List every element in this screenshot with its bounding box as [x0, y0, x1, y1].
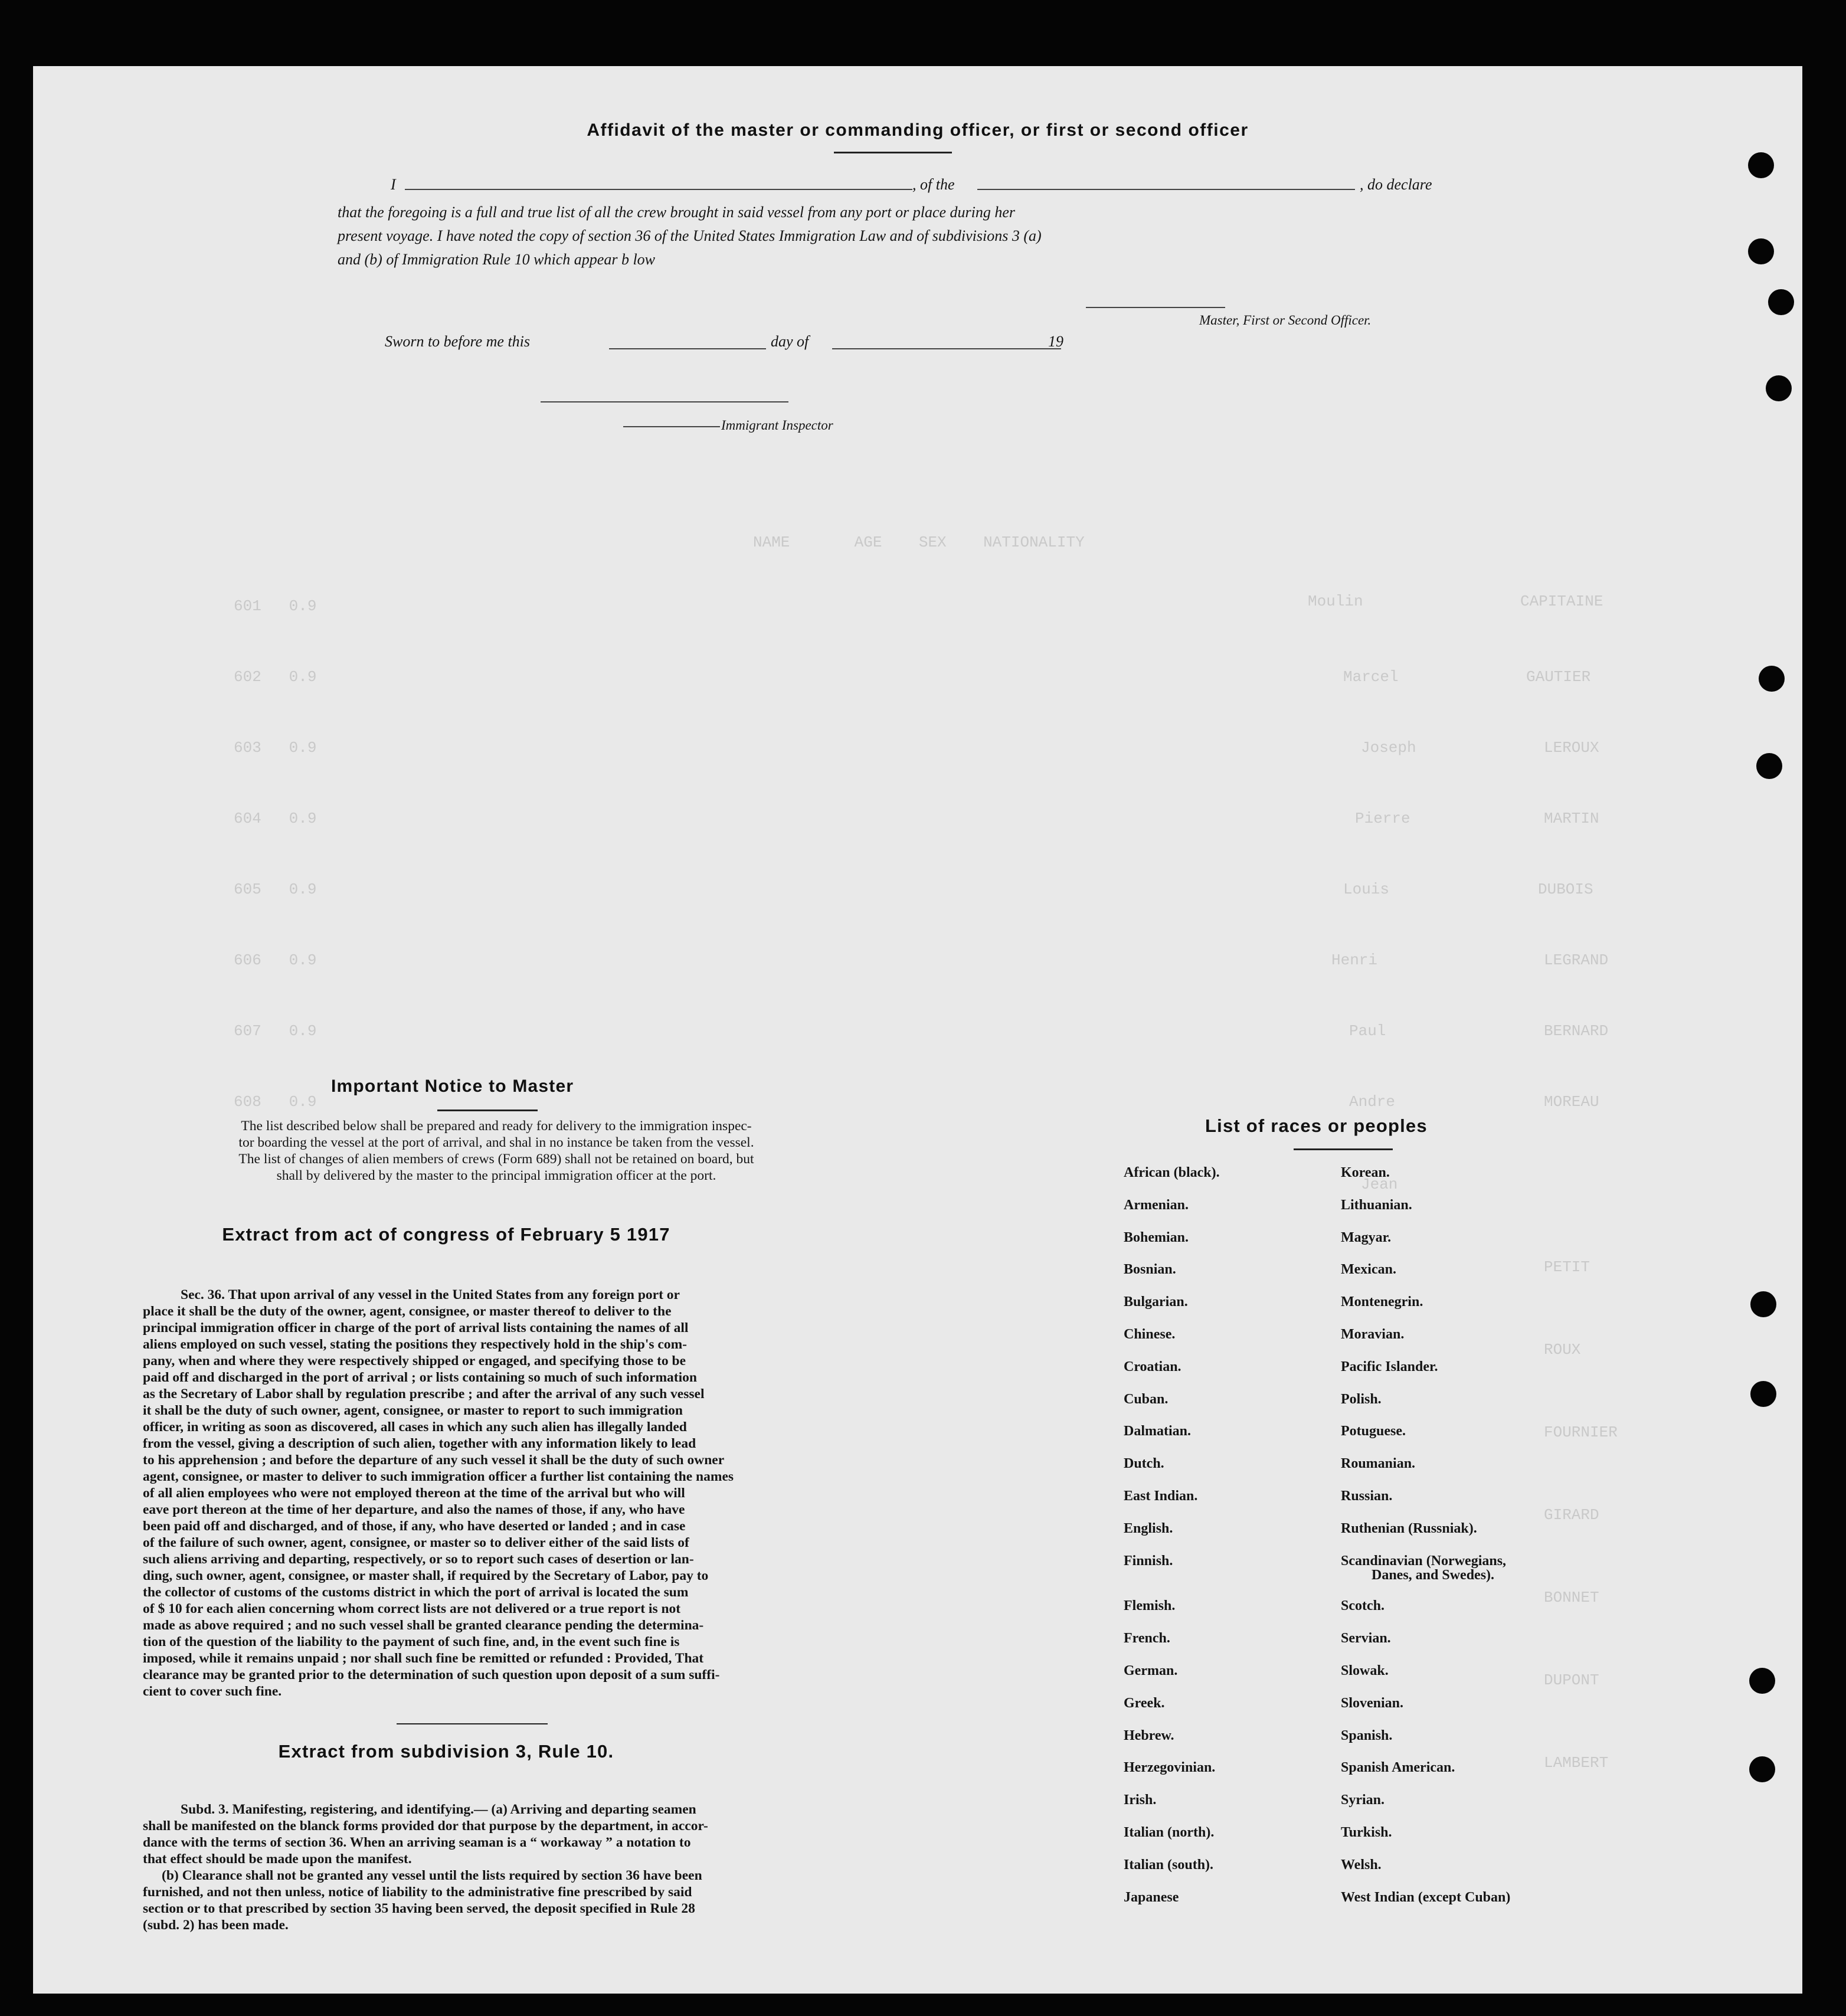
act-line: Sec. 36. That upon arrival of any vessel in the United States from any foreign port or	[181, 1287, 680, 1302]
race-item: German.	[1124, 1663, 1178, 1678]
race-item: Bosnian.	[1124, 1262, 1176, 1278]
inspector-signature-line[interactable]	[541, 401, 788, 402]
affidavit-body-line: and (b) of Immigration Rule 10 which appear b low	[338, 251, 656, 268]
notice-line: The list of changes of alien members of crews (Form 689) shall not be retained on board, but	[238, 1151, 754, 1167]
section-divider	[397, 1723, 548, 1724]
act-body	[143, 1287, 734, 1700]
act-line: pany, when and where they were respectively shipped or engaged, and specifying those to be	[143, 1353, 686, 1369]
document-page: NAME AGE SEX NATIONALITY Moulin CAPITAINE Marcel GAUTIER Joseph LEROUX Pierre MARTIN Louis DUBOIS Henri LEGRAND Paul BERNARD Andre MOREAU Jean PETIT ROUX FOURNIER GIRARD BONNET DUPONT LAMBERT 601 0.9 602 0.9 603 0.9 604 0.9 605 0.9 606 0.9 607 0.9 608 0.9 Affidavit of the master or commanding officer, or first or second officer I , of the , do declare that the foregoing is a full and true list of all the crew brought in said vessel from any port or place during her present voyage. I have noted the copy of section 36 of the United States Immigration Law and of subdivisions 3 (a) and (b) of Immigration Rule 10 which appear b low Master, First or Second Officer. Sworn to before me this day of 19 Immigrant Inspector Important Notice to Master The list described below shall be prepared and ready for delivery to the immigration inspec- tor boarding the vessel at the port of arrival, and shal in no instance be taken from the vessel. The list of changes of alien members of crews (Form 689) shall not be retained on board, but shall by delivered by the master to the principal immigration officer at the port. Extract from act of congress of February 5 1917 Sec. 36. That upon arrival of any vessel in the United States from any foreign port or place it shall be the duty of the owner, agent, consignee, or master thereof to deliver to the principal immigration officer in charge of the port of arrival lists containing the names of all aliens employed on such vessel, stating the positions they respectively hold in the ship's com- pany, when and where they were respectively shipped or engaged, and specifying those to be paid off and discharged in the port of arrival ; or lists containing so much of such information as the Secretary of Labor shall by regulation prescribe ; and after the arrival of any such vessel it shall be the duty of such owner, agent, consignee, or master to report to such immigration officer, in writing as soon as discovered, all cases in which any such alien has illegally landed from the vessel, giving a description of such alien, together with any information likely to lead to his apprehension ; and before the departure of any such vessel it shall be the duty of such owner agent, consignee, or master to deliver to such immigration officer a further list containing the names of all alien employees who were not employed thereon at the time of the arrival but who will eave port thereon at the time of her departure, and also the names of those, if any, who have been paid off and discharged, and of those, if any, who have deserted or landed ; and in case of the failure of such owner, agent, consignee, or master so to deliver either of the said lists of such aliens arriving and departing, respectively, or so to report such cases of desertion or lan- ding, such owner, agent, consignee, or master shall, if required by the Secretary of Labor, pay to the collector of customs of the customs district in which the port of arrival is located the sum of $ 10 for each alien concerning whom correct lists are not delivered or a true report is not made as above required ; and no such vessel shall be granted clearance pending the determina- tion of the question of the liability to the payment of such fine, and, in the event such fine is imposed, while it remains unpaid ; nor shall such fine be remitted or refunded : Provided, That clearance may be granted prior to the determination of such question upon deposit of a sum suffi- cient to cover such fine. Extract from subdivision 3, Rule 10. Subd. 3. Manifesting, registering, and identifying.— (a) Arriving and departing seamen shall be manifested on the blanck forms provided dor that purpose by the department, in accor- dance with the terms of section 36. When an arriving seaman is a “ workaway ” a notation to that effect should be made upon the manifest. (b) Clearance shall not be granted any vessel until the lists required by section 36 have been furnished, and not then unless, notice of liability to the administrative fine prescribed by said section or to that prescribed by section 35 having been served, the deposit specified in Rule 28 (subd. 2) has been made. List of races or peoples African (black). Armenian. Bohemian. Bosnian. Bulgarian. Chinese. Croatian. Cuban. Dalmatian. Dutch. East Indian. English. Finnish. Flemish. French. German. Greek. Hebrew. Herzegovinian. Irish. Italian (north). Italian (south). Japanese Korean. Lithuanian. Magyar. Mexican. Montenegrin. Moravian. Pacific Islander. Polish. Potuguese. Roumanian. Russian. Ruthenian (Russniak). Scandinavian (Norwegians, Scotch. Servian. Slowak. Slovenian. Spanish. Spanish American. Syrian. Turkish. Welsh. West Indian (except Cuban) Danes, and Swedes).	[33, 66, 1802, 1994]
race-item: Cuban.	[1124, 1391, 1169, 1407]
punch-hole	[1766, 375, 1792, 401]
races-underline	[1294, 1148, 1393, 1150]
notice-line: The list described below shall be prepared and ready for delivery to the immigration inspec-	[241, 1118, 752, 1134]
act-line: aliens employed on such vessel, stating the positions they respectively hold in the ship's com-	[143, 1337, 687, 1352]
rule-line: section or to that prescribed by section 35 having been served, the deposit specified in Rule 28	[143, 1901, 695, 1916]
officer-signature-line[interactable]	[1086, 307, 1225, 308]
race-item: Slovenian.	[1341, 1695, 1404, 1711]
act-line: of $ 10 for each alien concerning whom correct lists are not delivered or a true report is not	[143, 1601, 681, 1616]
act-line: been paid off and discharged, and of those, if any, who have deserted or landed ; and in case	[143, 1518, 686, 1534]
race-item: Welsh.	[1341, 1857, 1382, 1873]
race-item: Bulgarian.	[1124, 1294, 1188, 1310]
race-item: Scandinavian (Norwegians,	[1341, 1553, 1507, 1569]
races-title: List of races or peoples	[1205, 1115, 1428, 1136]
sworn-day-blank[interactable]	[609, 348, 766, 349]
rule-line: (b) Clearance shall not be granted any vessel until the lists required by section 36 have been	[162, 1868, 702, 1883]
punch-hole	[1748, 238, 1774, 264]
act-line: clearance may be granted prior to the determination of such question upon deposit of a sum suffi-	[143, 1667, 720, 1683]
act-line: cient to cover such fine.	[143, 1684, 282, 1699]
race-item: Roumanian.	[1341, 1456, 1416, 1472]
race-item: English.	[1124, 1520, 1173, 1536]
race-item: Servian.	[1341, 1631, 1391, 1647]
race-item: Russian.	[1341, 1488, 1393, 1504]
race-item: French.	[1124, 1631, 1170, 1647]
inspector-caption: Immigrant Inspector	[721, 418, 833, 433]
race-item: African (black).	[1124, 1165, 1220, 1180]
act-line: of the failure of such owner, agent, consignee, or master so to deliver either of the said lists of	[143, 1535, 689, 1550]
affidavit-body-line: present voyage. I have noted the copy of section 36 of the United States Immigration Law and of subdivisions 3 (a)	[338, 227, 1042, 244]
act-line: to his apprehension ; and before the departure of any such vessel it shall be the duty of such owner	[143, 1452, 725, 1468]
race-item: West Indian (except Cuban)	[1341, 1889, 1511, 1905]
notice-line: tor boarding the vessel at the port of arrival, and shal in no instance be taken from the vessel.	[238, 1135, 754, 1150]
act-line: principal immigration officer in charge of the port of arrival lists containing the names of all	[143, 1320, 689, 1336]
race-item: Scotch.	[1341, 1598, 1384, 1614]
punch-hole	[1759, 666, 1785, 692]
race-item: Montenegrin.	[1341, 1294, 1423, 1310]
race-item: Hebrew.	[1124, 1727, 1174, 1743]
act-line: paid off and discharged in the port of arrival ; or lists containing so much of such information	[143, 1370, 697, 1385]
officer-caption: Master, First or Second Officer.	[1199, 313, 1372, 328]
affidavit-body	[338, 201, 1042, 271]
act-line: made as above required ; and no such vessel shall be granted clearance pending the determina-	[143, 1618, 704, 1633]
race-item: Armenian.	[1124, 1197, 1189, 1213]
race-item: Dutch.	[1124, 1456, 1164, 1472]
affidavit-declare: , do declare	[1360, 176, 1432, 193]
race-item: Polish.	[1341, 1391, 1382, 1407]
race-item: Dalmatian.	[1124, 1423, 1191, 1439]
affidavit-i: I	[391, 176, 396, 193]
sworn-month-blank[interactable]	[832, 348, 1061, 349]
rule-line: (subd. 2) has been made.	[143, 1917, 289, 1933]
race-item: Lithuanian.	[1341, 1197, 1412, 1213]
race-item: Herzegovinian.	[1124, 1760, 1216, 1776]
year-prefix: 19	[1048, 333, 1063, 350]
sworn-text: Sworn to before me this	[385, 333, 531, 350]
punch-hole	[1749, 1668, 1775, 1694]
act-line: it shall be the duty of such owner, agent, consignee, or master to report to such immigration	[143, 1403, 683, 1418]
race-item: Italian (north).	[1124, 1825, 1215, 1840]
race-item: Syrian.	[1341, 1792, 1385, 1808]
race-item: Irish.	[1124, 1792, 1157, 1808]
race-item: Korean.	[1341, 1165, 1390, 1180]
race-item: Bohemian.	[1124, 1229, 1189, 1245]
race-item: Slowak.	[1341, 1663, 1389, 1678]
act-line: agent, consignee, or master to deliver to such immigration officer a further list containing the names	[143, 1469, 734, 1484]
rule-body	[143, 1801, 708, 1933]
race-item: Flemish.	[1124, 1598, 1176, 1614]
notice-line: shall by delivered by the master to the principal immigration officer at the port.	[276, 1168, 716, 1183]
act-title: Extract from act of congress of February 5 1917	[222, 1224, 670, 1245]
affidavit-title: Affidavit of the master or commanding officer, or first or second officer	[587, 120, 1249, 140]
race-item: Magyar.	[1341, 1229, 1392, 1245]
act-line: the collector of customs of the customs district in which the port of arrival is located the sum	[143, 1585, 689, 1600]
rule-line: furnished, and not then unless, notice of liability to the administrative fine prescribed by said	[143, 1884, 692, 1900]
punch-hole	[1748, 152, 1774, 178]
race-item: Ruthenian (Russniak).	[1341, 1520, 1477, 1536]
punch-hole	[1768, 289, 1794, 315]
rule-line: that effect should be made upon the manifest.	[143, 1851, 412, 1867]
act-line: eave port thereon at the time of her departure, and also the names of those, if any, who have	[143, 1502, 685, 1517]
punch-hole	[1756, 753, 1782, 779]
race-item: Mexican.	[1341, 1262, 1396, 1278]
race-item: Croatian.	[1124, 1359, 1181, 1374]
punch-hole	[1750, 1381, 1776, 1407]
vessel-blank[interactable]	[977, 189, 1355, 190]
race-item: Moravian.	[1341, 1327, 1405, 1342]
act-line: from the vessel, giving a description of such alien, together with any information likely to lead	[143, 1436, 696, 1451]
race-item: Finnish.	[1124, 1553, 1173, 1569]
race-item: Italian (south).	[1124, 1857, 1214, 1873]
act-line: officer, in writing as soon as discovered, all cases in which any such alien has illegally landed	[143, 1419, 687, 1435]
race-item: Spanish.	[1341, 1727, 1393, 1743]
affidavit-of-the: , of the	[912, 176, 955, 193]
race-item: Greek.	[1124, 1695, 1165, 1711]
race-item: Potuguese.	[1341, 1423, 1406, 1439]
race-item: Spanish American.	[1341, 1760, 1455, 1776]
act-line: such aliens arriving and departing, respectively, or so to report such cases of desertion or lan-	[143, 1552, 694, 1567]
affidavit-body-line: that the foregoing is a full and true list of all the crew brought in said vessel from any port or place during her	[338, 204, 1016, 221]
title-underline	[834, 152, 952, 153]
punch-hole	[1750, 1291, 1776, 1317]
rule-line: dance with the terms of section 36. When an arriving seaman is a “ workaway ” a notation to	[143, 1835, 691, 1850]
act-line: ding, such owner, agent, consignee, or master shall, if required by the Secretary of Labor, pay to	[143, 1568, 709, 1583]
day-of-text: day of	[771, 333, 809, 350]
rule-line: Subd. 3. Manifesting, registering, and identifying.— (a) Arriving and departing seamen	[181, 1802, 696, 1817]
act-line: as the Secretary of Labor shall by regulation prescribe ; and after the arrival of any such vessel	[143, 1386, 705, 1402]
race-item: East Indian.	[1124, 1488, 1198, 1504]
name-blank[interactable]	[405, 189, 912, 190]
act-line: imposed, while it remains unpaid ; nor shall such fine be remitted or refunded : Provided, That	[143, 1651, 704, 1666]
race-item: Chinese.	[1124, 1327, 1176, 1342]
notice-title: Important Notice to Master	[331, 1076, 574, 1096]
act-line: tion of the question of the liability to the payment of such fine, and, in the event such fine is	[143, 1634, 680, 1650]
race-item-continued: Danes, and Swedes).	[1372, 1567, 1495, 1583]
notice-body	[155, 1118, 838, 1184]
act-line: of all alien employees who were not employed thereon at the time of the arrival but who will	[143, 1485, 685, 1501]
notice-underline	[437, 1110, 538, 1111]
rule-title: Extract from subdivision 3, Rule 10.	[278, 1741, 614, 1762]
inspector-rule	[623, 426, 720, 427]
rule-line: shall be manifested on the blanck forms provided dor that purpose by the department, in accor-	[143, 1818, 708, 1834]
act-line: place it shall be the duty of the owner, agent, consignee, or master thereof to deliver to the	[143, 1304, 672, 1319]
race-item: Japanese	[1124, 1889, 1179, 1905]
race-item: Pacific Islander.	[1341, 1359, 1438, 1374]
punch-hole	[1749, 1756, 1775, 1782]
race-item: Turkish.	[1341, 1825, 1392, 1840]
